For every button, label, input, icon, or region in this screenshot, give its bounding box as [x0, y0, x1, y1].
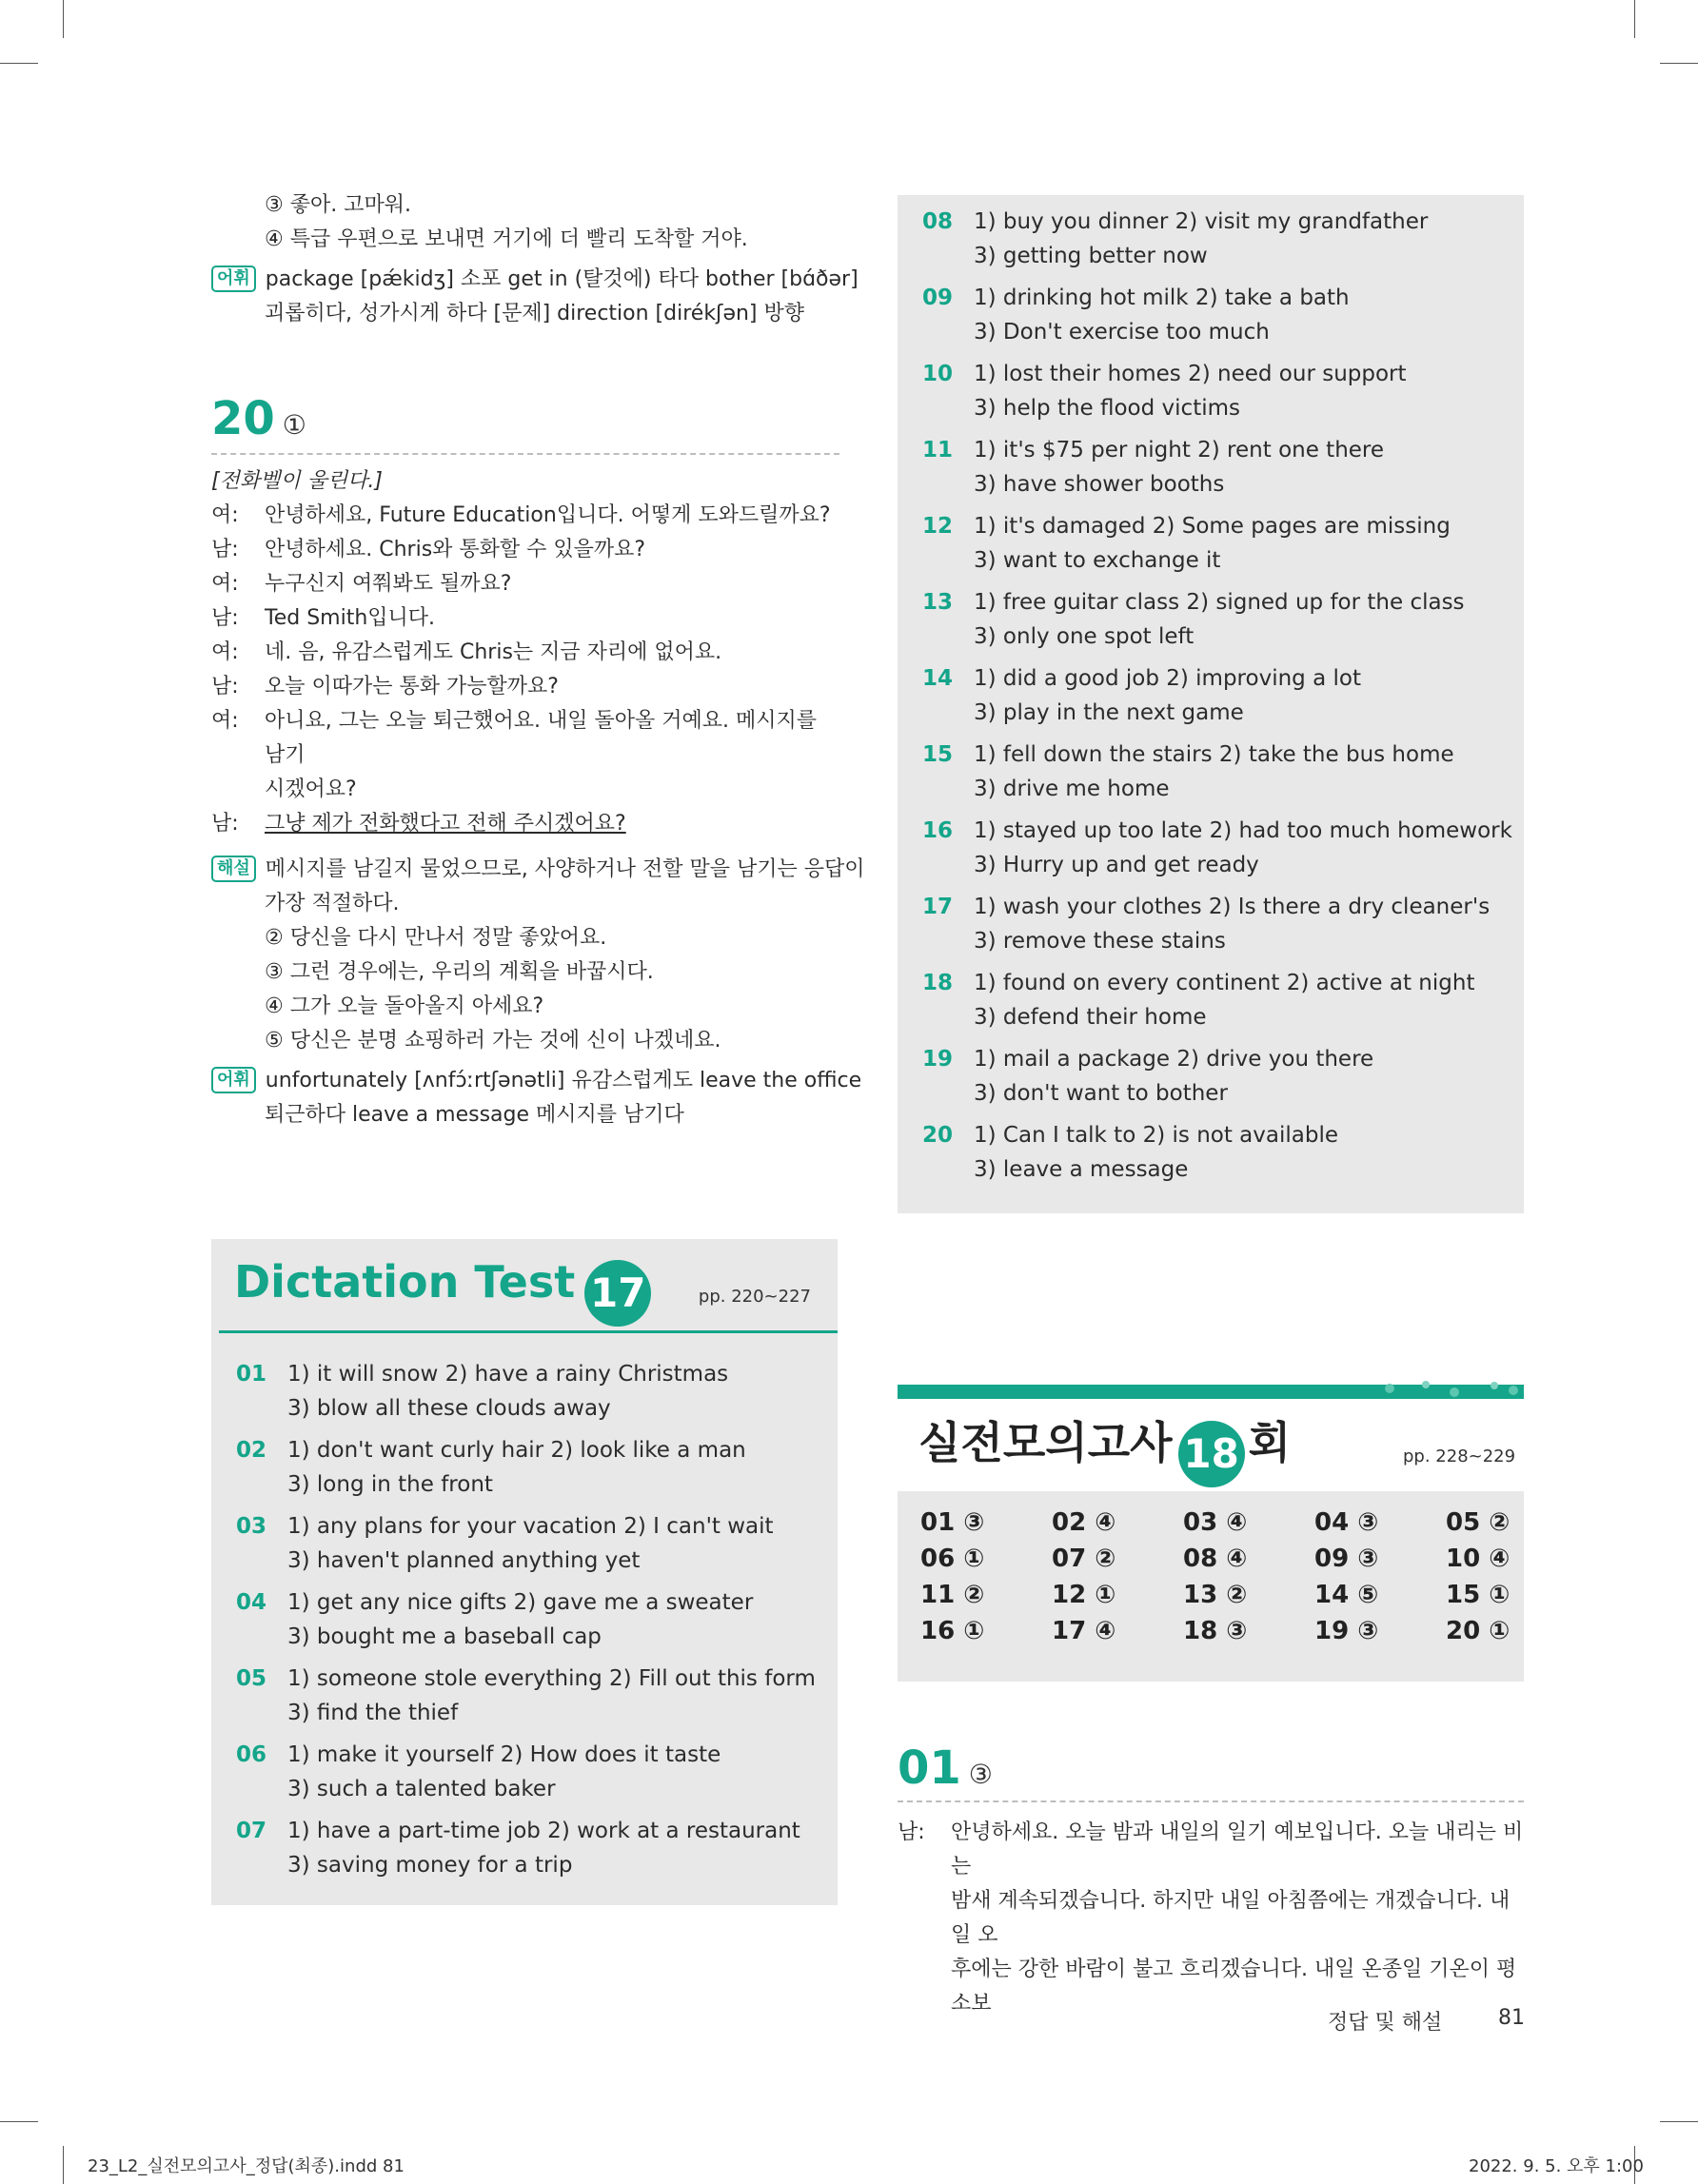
dialogue-line — [211, 670, 839, 704]
crop-mark — [1660, 63, 1698, 64]
dialogue-line — [211, 533, 839, 567]
speaker: 여: — [211, 709, 239, 733]
question-number: 20 — [211, 392, 275, 445]
answer-grid — [920, 1508, 1577, 1645]
item-answers: 3) want to exchange it — [974, 548, 1221, 573]
speaker: 여: — [211, 503, 239, 527]
list-item — [236, 1433, 816, 1502]
item-number: 09 — [922, 285, 954, 310]
dictation-list — [236, 1357, 816, 1890]
answer-cell: 02 ④ — [1052, 1508, 1116, 1537]
item-number: 06 — [236, 1742, 267, 1767]
vocab-block — [211, 1064, 862, 1132]
question-answer: ③ — [968, 1759, 993, 1790]
dialogue-line-answer — [211, 807, 839, 841]
item-answers: 1) lost their homes 2) need our support — [974, 362, 1407, 386]
question-01 — [898, 1741, 1524, 2021]
item-answers: 3) don't want to bother — [974, 1081, 1228, 1106]
item-answers: 3) have shower booths — [974, 472, 1225, 497]
dialogue-text: 후에는 강한 바람이 불고 흐리겠습니다. 내일 온종일 기온이 평소보 — [951, 1958, 1517, 2016]
mock-exam-badge: 18 — [1178, 1421, 1245, 1487]
item-number: 16 — [922, 818, 954, 843]
divider — [898, 1800, 1524, 1802]
answer-cell: 05 ② — [1446, 1508, 1510, 1537]
dictation-box-left — [211, 1239, 838, 1905]
list-item — [922, 1042, 1512, 1111]
answer-cell: 01 ③ — [920, 1508, 985, 1537]
item-number: 18 — [922, 971, 954, 995]
item-answers: 3) help the flood victims — [974, 396, 1240, 421]
question-number: 01 — [898, 1741, 961, 1795]
item-answers: 3) drive me home — [974, 777, 1170, 801]
mock-exam-pages: pp. 228~229 — [1403, 1446, 1516, 1466]
list-item — [236, 1662, 816, 1730]
dialogue-line — [211, 773, 839, 807]
item-answers: 1) mail a package 2) drive you there — [974, 1047, 1374, 1072]
question-heading — [211, 392, 839, 445]
list-item — [236, 1585, 816, 1654]
dialogue-text: 밤새 계속되겠습니다. 하지만 내일 아침쯤에는 개겠습니다. 내일 오 — [951, 1889, 1510, 1947]
answer-underline-text: 그냥 제가 전화했다고 전해 주시겠어요? — [265, 812, 626, 836]
list-item — [922, 966, 1512, 1034]
stage-direction: [전화벨이 울린다.] — [211, 469, 383, 493]
vocab-line: 괴롭히다, 성가시게 하다 [문제] direction [dirékʃən] 방향 — [265, 302, 805, 325]
item-answers: 1) did a good job 2) improving a lot — [974, 666, 1361, 691]
mock-exam-title: 실전모의고사 — [918, 1417, 1173, 1468]
dialogue-line — [211, 636, 839, 670]
item-answers: 3) haven't planned anything yet — [287, 1548, 641, 1573]
answer-cell: 17 ④ — [1052, 1617, 1116, 1645]
speaker: 여: — [211, 572, 239, 596]
dialogue-text: 시겠어요? — [265, 777, 357, 801]
dialogue-text: 안녕하세요. Chris와 통화할 수 있을까요? — [265, 538, 646, 561]
list-item — [922, 433, 1512, 502]
list-item — [236, 1738, 816, 1806]
list-item — [922, 661, 1512, 730]
list-item — [922, 281, 1512, 349]
item-number: 07 — [236, 1819, 267, 1843]
answer-cell: 13 ② — [1183, 1581, 1248, 1609]
dictation-pages: pp. 220~227 — [698, 1287, 811, 1307]
explain-tag: 해설 — [211, 856, 256, 882]
item-answers: 1) make it yourself 2) How does it taste — [287, 1742, 721, 1767]
answer-cell: 18 ③ — [1183, 1617, 1248, 1645]
crop-mark — [1660, 2121, 1698, 2122]
list-item — [922, 738, 1512, 806]
item-answers: 1) it's $75 per night 2) rent one there — [974, 438, 1385, 462]
item-answers: 1) Can I talk to 2) is not available — [974, 1123, 1338, 1148]
option-line: ③ 좋아. 고마워. — [265, 193, 411, 217]
answer-cell: 07 ② — [1052, 1545, 1116, 1573]
explain-line: 메시지를 남길지 물었으므로, 사양하거나 전할 말을 남기는 응답이 — [265, 857, 865, 881]
item-answers: 1) free guitar class 2) signed up for the class — [974, 590, 1465, 615]
answer-cell: 12 ① — [1052, 1581, 1116, 1609]
explanation-block — [211, 853, 865, 1058]
item-answers: 3) find the thief — [287, 1701, 459, 1725]
answer-cell: 10 ④ — [1446, 1545, 1510, 1573]
vocab-block — [211, 263, 859, 297]
question-heading — [898, 1741, 1524, 1795]
slug-date: 2022. 9. 5. 오후 1:00 — [1469, 2156, 1644, 2176]
question-20 — [211, 392, 865, 1132]
dialogue-line — [211, 499, 839, 533]
crop-mark — [0, 63, 38, 64]
crop-mark — [63, 2146, 64, 2184]
item-answers: 1) buy you dinner 2) visit my grandfather — [974, 209, 1429, 234]
item-answers: 3) blow all these clouds away — [287, 1396, 611, 1421]
dialogue-line — [211, 567, 839, 601]
item-answers: 1) it will snow 2) have a rainy Christmas — [287, 1362, 729, 1387]
dialogue — [211, 499, 839, 841]
item-number: 10 — [922, 362, 954, 386]
item-answers: 3) bought me a baseball cap — [287, 1624, 602, 1649]
answer-cell: 14 ⑤ — [1314, 1581, 1379, 1609]
list-item — [922, 509, 1512, 578]
item-number: 15 — [922, 742, 954, 767]
speaker: 남: — [211, 606, 239, 630]
list-item — [236, 1357, 816, 1426]
item-number: 03 — [236, 1514, 267, 1539]
item-number: 11 — [922, 438, 954, 462]
item-answers: 3) remove these stains — [974, 929, 1226, 954]
item-answers: 1) get any nice gifts 2) gave me a sweater — [287, 1590, 754, 1615]
answer-cell: 19 ③ — [1314, 1617, 1379, 1645]
vocab-line: unfortunately [ʌnfɔ́ːrtʃənətli] 유감스럽게도 leave the office — [265, 1069, 862, 1092]
mock-exam-header — [918, 1408, 1291, 1487]
speaker: 남: — [211, 538, 239, 561]
speaker — [211, 773, 265, 807]
decorative-dots-icon — [1352, 1381, 1524, 1402]
question-answer: ① — [282, 409, 306, 441]
item-answers: 3) Don't exercise too much — [974, 320, 1270, 344]
explain-line: ③ 그런 경우에는, 우리의 계획을 바꿉시다. — [265, 960, 654, 984]
vocab-line: 퇴근하다 leave a message 메시지를 남기다 — [265, 1103, 684, 1127]
speaker: 남: — [898, 1820, 925, 1844]
answer-cell: 04 ③ — [1314, 1508, 1379, 1537]
list-item — [922, 357, 1512, 425]
dialogue-text: 안녕하세요. 오늘 밤과 내일의 일기 예보입니다. 오늘 내리는 비는 — [951, 1820, 1524, 1879]
item-answers: 1) it's damaged 2) Some pages are missing — [974, 514, 1451, 539]
item-answers: 1) someone stole everything 2) Fill out this form — [287, 1666, 816, 1691]
vocab-tag: 어휘 — [211, 1067, 256, 1093]
list-item — [236, 1814, 816, 1882]
item-answers: 1) wash your clothes 2) Is there a dry cleaner's — [974, 895, 1491, 919]
answer-cell: 15 ① — [1446, 1581, 1510, 1609]
item-answers: 3) getting better now — [974, 244, 1208, 268]
crop-mark — [0, 2121, 38, 2122]
item-answers: 1) stayed up too late 2) had too much homework — [974, 818, 1512, 843]
explain-line: ② 당신을 다시 만나서 정말 좋았어요. — [265, 926, 607, 950]
item-number: 08 — [922, 209, 954, 234]
list-item — [922, 890, 1512, 958]
item-answers: 3) saving money for a trip — [287, 1853, 573, 1878]
crop-mark — [63, 0, 64, 38]
list-item — [922, 585, 1512, 654]
dialogue-text: 네. 음, 유감스럽게도 Chris는 지금 자리에 없어요. — [265, 640, 722, 664]
item-number: 04 — [236, 1590, 267, 1615]
vocab-line: package [pǽkidʒ] 소포 get in (탈것에) 타다 bother [bɑ́ðər] — [265, 267, 859, 291]
answer-cell: 20 ① — [1446, 1617, 1510, 1645]
speaker: 남: — [211, 675, 239, 698]
item-number: 19 — [922, 1047, 954, 1072]
item-answers: 1) have a part-time job 2) work at a restaurant — [287, 1819, 800, 1843]
divider — [211, 453, 839, 455]
crop-mark — [1634, 0, 1635, 38]
explain-line: ⑤ 당신은 분명 쇼핑하러 가는 것에 신이 나겠네요. — [265, 1029, 721, 1053]
item-answers: 1) drinking hot milk 2) take a bath — [974, 285, 1350, 310]
answer-cell: 08 ④ — [1183, 1545, 1248, 1573]
item-answers: 1) fell down the stairs 2) take the bus home — [974, 742, 1454, 767]
vocab-tag: 어휘 — [211, 266, 256, 292]
item-number: 13 — [922, 590, 954, 615]
mock-answer-box — [898, 1491, 1524, 1682]
dialogue — [898, 1816, 1524, 2021]
item-answers: 3) Hurry up and get ready — [974, 853, 1259, 877]
item-answers: 1) found on every continent 2) active at night — [974, 971, 1475, 995]
item-number: 02 — [236, 1438, 267, 1463]
dictation-title: Dictation Test — [234, 1256, 576, 1308]
answer-cell: 06 ① — [920, 1545, 985, 1573]
dialogue-line — [211, 601, 839, 636]
item-number: 05 — [236, 1666, 267, 1691]
dialogue-text: 아니요, 그는 오늘 퇴근했어요. 내일 돌아올 거예요. 메시지를 남기 — [265, 709, 817, 767]
dictation-badge: 17 — [584, 1260, 651, 1327]
item-answers: 3) long in the front — [287, 1472, 493, 1497]
item-answers: 1) don't want curly hair 2) look like a man — [287, 1438, 746, 1463]
answer-cell: 16 ① — [920, 1617, 985, 1645]
dialogue-text: 오늘 이따가는 통화 가능할까요? — [265, 675, 559, 698]
dictation-list — [922, 205, 1512, 1194]
list-item — [922, 1118, 1512, 1187]
item-answers: 3) defend their home — [974, 1005, 1207, 1030]
speaker: 여: — [211, 640, 239, 664]
item-number: 17 — [922, 895, 954, 919]
page-number: 81 — [1498, 2006, 1525, 2030]
dialogue-line — [211, 704, 839, 773]
dictation-header — [234, 1256, 651, 1327]
option-line: ④ 특급 우편으로 보내면 거기에 더 빨리 도착할 거야. — [265, 227, 748, 251]
item-answers: 3) only one spot left — [974, 624, 1195, 649]
item-answers: 1) any plans for your vacation 2) I can't wait — [287, 1514, 774, 1539]
item-number: 01 — [236, 1362, 267, 1387]
explain-line: 가장 적절하다. — [265, 892, 400, 915]
dialogue-text: 누구신지 여쭤봐도 될까요? — [265, 572, 512, 596]
list-item — [922, 205, 1512, 273]
slug-filename: 23_L2_실전모의고사_정답(최종).indd 81 — [88, 2156, 405, 2176]
footer-section-label: 정답 및 해설 — [1328, 2011, 1443, 2035]
list-item — [922, 814, 1512, 882]
item-answers: 3) play in the next game — [974, 700, 1244, 725]
list-item — [236, 1509, 816, 1578]
item-answers: 3) such a talented baker — [287, 1777, 556, 1801]
item-number: 12 — [922, 514, 954, 539]
item-number: 14 — [922, 666, 954, 691]
dialogue-text: 안녕하세요, Future Education입니다. 어떻게 도와드릴까요? — [265, 503, 831, 527]
prev-question-tail — [211, 188, 859, 331]
dialogue-text: Ted Smith입니다. — [265, 606, 436, 630]
answer-cell: 11 ② — [920, 1581, 985, 1609]
dictation-box-right — [898, 195, 1524, 1213]
speaker: 남: — [211, 812, 239, 836]
dictation-header-rule — [219, 1330, 838, 1333]
mock-exam-suffix: 회 — [1248, 1417, 1292, 1468]
item-answers: 3) leave a message — [974, 1157, 1189, 1182]
answer-cell: 09 ③ — [1314, 1545, 1379, 1573]
explain-line: ④ 그가 오늘 돌아올지 아세요? — [265, 994, 544, 1018]
item-number: 20 — [922, 1123, 954, 1148]
answer-cell: 03 ④ — [1183, 1508, 1248, 1537]
